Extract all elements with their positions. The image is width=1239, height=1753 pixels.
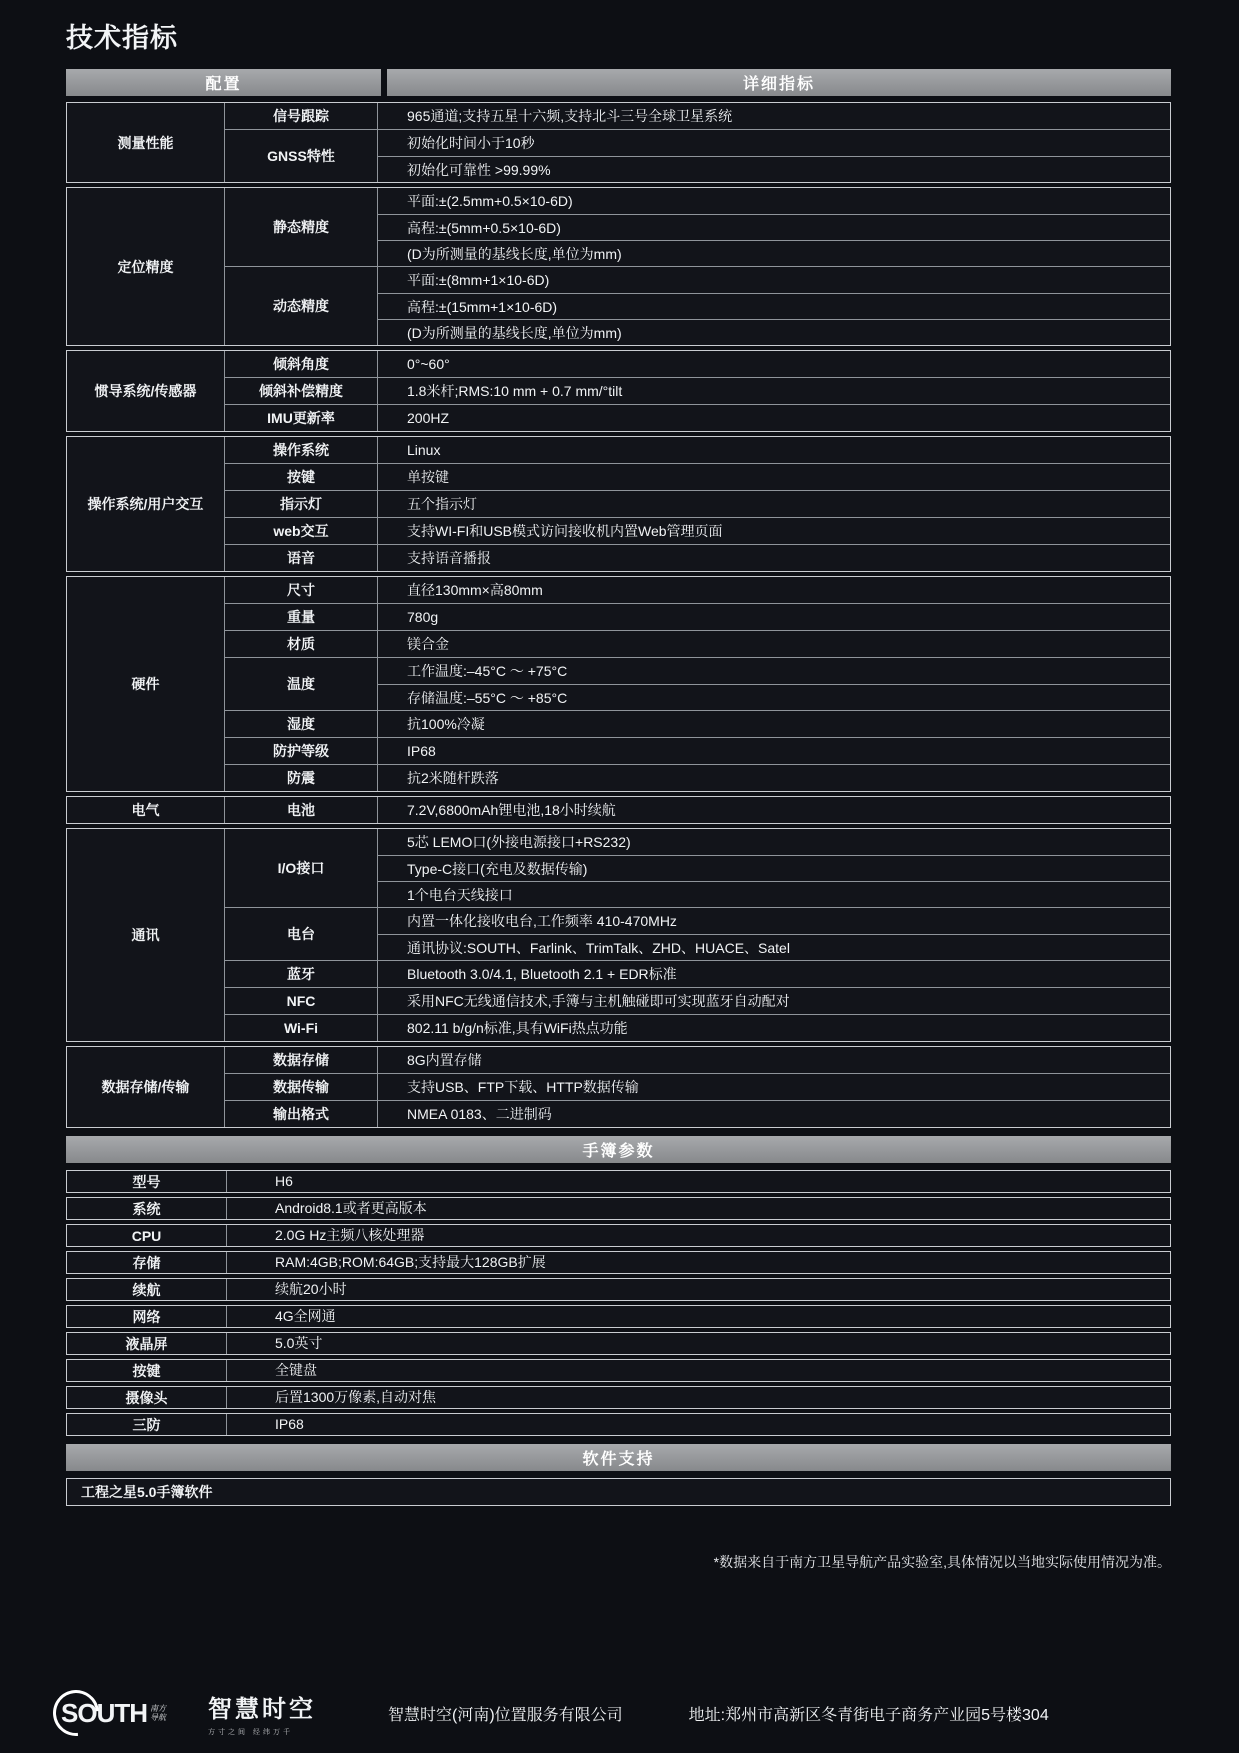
spec-item-row <box>225 764 1170 791</box>
spec-item-row <box>225 577 1170 603</box>
spec-value-cell: Bluetooth 3.0/4.1, Bluetooth 2.1 + EDR标准 <box>407 966 677 982</box>
spec-values-column <box>378 961 1170 987</box>
spec-item-row <box>225 1073 1170 1100</box>
handheld-row <box>66 1170 1171 1193</box>
handheld-label-cell: 按键 <box>67 1360 227 1381</box>
spec-values-column <box>378 797 1170 823</box>
group-items <box>225 1047 1170 1127</box>
south-logo-sub2: 导航 <box>150 1713 166 1722</box>
spec-label-cell: 信号跟踪 <box>225 103 378 129</box>
spec-item-row <box>225 544 1170 571</box>
spec-item-row <box>225 404 1170 431</box>
spec-group <box>66 350 1171 432</box>
south-logo-sub1: 南方 <box>150 1704 166 1713</box>
spec-values-column <box>378 765 1170 791</box>
spec-value-cell: 五个指示灯 <box>407 496 477 512</box>
spec-values-column <box>378 378 1170 404</box>
spec-value-cell: NMEA 0183、二进制码 <box>407 1106 552 1122</box>
config-column-header: 配置 <box>66 69 381 96</box>
spec-label-cell: 按键 <box>225 464 378 490</box>
spec-item-row <box>225 463 1170 490</box>
spec-value-cell: 抗100%冷凝 <box>407 716 485 732</box>
spec-item-row <box>225 630 1170 657</box>
spec-values-column <box>378 908 1170 960</box>
spec-values-column <box>378 988 1170 1014</box>
handheld-value-cell: 2.0G Hz主频八核处理器 <box>275 1227 425 1243</box>
spec-label-cell: 温度 <box>225 658 378 710</box>
group-items <box>225 577 1170 791</box>
spec-value-cell: 内置一体化接收电台,工作频率 410-470MHz <box>407 913 677 929</box>
handheld-label-cell: 续航 <box>67 1279 227 1300</box>
spec-item-row <box>225 377 1170 404</box>
spec-values-column <box>378 1101 1170 1127</box>
spec-value-cell: 高程:±(15mm+1×10-6D) <box>378 293 1170 319</box>
detail-column-header: 详细指标 <box>387 69 1171 96</box>
handheld-value-cell: Android8.1或者更高版本 <box>275 1200 427 1216</box>
spec-values-column <box>378 518 1170 544</box>
spec-label-cell: IMU更新率 <box>225 405 378 431</box>
spec-item-row <box>225 129 1170 182</box>
footnote: *数据来自于南方卫星导航产品实验室,具体情况以当地实际使用情况为准。 <box>713 1554 1171 1570</box>
group-items <box>225 351 1170 431</box>
handheld-row <box>66 1251 1171 1274</box>
handheld-table-body <box>66 1170 1171 1436</box>
spec-item-row <box>225 103 1170 129</box>
handheld-label-cell: 网络 <box>67 1306 227 1327</box>
spec-item-row <box>225 737 1170 764</box>
spec-item-row <box>225 987 1170 1014</box>
spec-item-row <box>225 657 1170 710</box>
company-name: 智慧时空(河南)位置服务有限公司 <box>388 1706 623 1724</box>
spec-label-cell: 倾斜角度 <box>225 351 378 377</box>
group-items <box>225 437 1170 571</box>
spec-item-row <box>225 829 1170 907</box>
category-cell: 操作系统/用户交互 <box>67 437 225 571</box>
spec-value-cell: (D为所测量的基线长度,单位为mm) <box>378 240 1170 266</box>
spec-value-cell: (D为所测量的基线长度,单位为mm) <box>378 319 1170 345</box>
spec-group <box>66 102 1171 183</box>
spec-label-cell: 动态精度 <box>225 267 378 345</box>
spec-value-cell: 支持语音播报 <box>407 550 491 566</box>
spec-item-row <box>225 1014 1170 1041</box>
category-cell: 数据存储/传输 <box>67 1047 225 1127</box>
handheld-label-cell: 摄像头 <box>67 1387 227 1408</box>
spec-label-cell: 倾斜补偿精度 <box>225 378 378 404</box>
spec-table-header <box>66 69 1171 96</box>
south-logo-text: SOUTH <box>61 1697 147 1728</box>
spec-label-cell: 数据存储 <box>225 1047 378 1073</box>
spec-label-cell: 电池 <box>225 797 378 823</box>
handheld-value-cell: 全键盘 <box>275 1362 317 1378</box>
spec-value-cell: 平面:±(8mm+1×10-6D) <box>407 272 550 288</box>
south-logo <box>55 1687 166 1739</box>
spec-values-column <box>378 103 1170 129</box>
spec-values-column <box>378 545 1170 571</box>
spec-label-cell: 静态精度 <box>225 188 378 266</box>
spec-value-cell: 5芯 LEMO口(外接电源接口+RS232) <box>407 834 631 850</box>
spec-label-cell: 防护等级 <box>225 738 378 764</box>
group-items <box>225 103 1170 182</box>
spec-value-cell: 200HZ <box>407 410 450 426</box>
handheld-row <box>66 1197 1171 1220</box>
spec-values-column <box>378 1015 1170 1041</box>
spec-value-cell: 初始化时间小于10秒 <box>407 135 535 151</box>
spec-value-cell: 支持USB、FTP下载、HTTP数据传输 <box>407 1079 639 1095</box>
south-logo-subtext <box>150 1704 166 1722</box>
spec-group <box>66 576 1171 792</box>
spec-value-cell: 8G内置存储 <box>407 1052 482 1068</box>
spec-item-row <box>225 797 1170 823</box>
spec-item-row <box>225 517 1170 544</box>
spec-label-cell: 材质 <box>225 631 378 657</box>
spec-table-body <box>66 102 1171 1128</box>
spec-values-column <box>378 738 1170 764</box>
spec-value-cell: 采用NFC无线通信技术,手簿与主机触碰即可实现蓝牙自动配对 <box>407 993 790 1009</box>
spec-label-cell: 电台 <box>225 908 378 960</box>
spec-values-column <box>378 437 1170 463</box>
spec-values-column <box>378 631 1170 657</box>
spec-value-cell: 1.8米杆;RMS:10 mm + 0.7 mm/°tilt <box>407 383 623 399</box>
spec-value-cell: 通讯协议:SOUTH、Farlink、TrimTalk、ZHD、HUACE、Satel <box>378 934 1170 960</box>
spec-group <box>66 436 1171 572</box>
spec-label-cell: 数据传输 <box>225 1074 378 1100</box>
footer <box>55 1687 1173 1739</box>
spec-value-cell: 965通道;支持五星十六频,支持北斗三号全球卫星系统 <box>407 108 733 124</box>
spec-value-cell: 780g <box>407 609 439 625</box>
handheld-value-cell: 续航20小时 <box>275 1281 347 1297</box>
brand-logo <box>208 1689 316 1737</box>
spec-label-cell: 语音 <box>225 545 378 571</box>
spec-label-cell: GNSS特性 <box>225 130 378 182</box>
category-cell: 通讯 <box>67 829 225 1041</box>
spec-value-cell: 直径130mm×高80mm <box>407 582 543 598</box>
spec-item-row <box>225 351 1170 377</box>
group-items <box>225 829 1170 1041</box>
handheld-label-cell: CPU <box>67 1225 227 1246</box>
brand-logo-tagline: 方寸之间 经纬万千 <box>208 1729 293 1736</box>
spec-item-row <box>225 1047 1170 1073</box>
spec-values-column <box>378 604 1170 630</box>
spec-label-cell: 操作系统 <box>225 437 378 463</box>
spec-value-cell: 支持WI-FI和USB模式访问接收机内置Web管理页面 <box>407 523 723 539</box>
handheld-row <box>66 1332 1171 1355</box>
spec-label-cell: web交互 <box>225 518 378 544</box>
handheld-row <box>66 1305 1171 1328</box>
spec-item-row <box>225 490 1170 517</box>
south-logo-circle-icon <box>44 1681 109 1746</box>
spec-values-column <box>378 405 1170 431</box>
spec-values-column <box>378 188 1170 266</box>
spec-value-cell: 高程:±(5mm+0.5×10-6D) <box>378 214 1170 240</box>
spec-item-row <box>225 188 1170 266</box>
spec-label-cell: 湿度 <box>225 711 378 737</box>
spec-label-cell: NFC <box>225 988 378 1014</box>
spec-group <box>66 828 1171 1042</box>
spec-values-column <box>378 1074 1170 1100</box>
group-items <box>225 797 1170 823</box>
spec-item-row <box>225 603 1170 630</box>
spec-group <box>66 796 1171 824</box>
software-value: 工程之星5.0手簿软件 <box>66 1478 1171 1506</box>
spec-label-cell: 输出格式 <box>225 1101 378 1127</box>
software-section-header: 软件支持 <box>66 1444 1171 1471</box>
spec-value-cell: Linux <box>407 442 441 458</box>
handheld-section-header: 手簿参数 <box>66 1136 1171 1163</box>
spec-label-cell: Wi-Fi <box>225 1015 378 1041</box>
brand-logo-text: 智慧时空 <box>208 1696 316 1723</box>
handheld-label-cell: 三防 <box>67 1414 227 1435</box>
handheld-row <box>66 1224 1171 1247</box>
spec-values-column <box>378 577 1170 603</box>
spec-value-cell: IP68 <box>407 743 436 759</box>
company-address: 地址:郑州市高新区冬青街电子商务产业园5号楼304 <box>688 1706 1049 1724</box>
page-title: 技术指标 <box>66 23 178 53</box>
handheld-label-cell: 系统 <box>67 1198 227 1219</box>
spec-values-column <box>378 711 1170 737</box>
handheld-row <box>66 1359 1171 1382</box>
spec-values-column <box>378 267 1170 345</box>
spec-values-column <box>378 491 1170 517</box>
handheld-label-cell: 液晶屏 <box>67 1333 227 1354</box>
spec-values-column <box>378 464 1170 490</box>
spec-value-cell: 1个电台天线接口 <box>378 881 1170 907</box>
spec-value-cell: 存储温度:–55°C ～ +85°C <box>378 684 1170 710</box>
handheld-row <box>66 1413 1171 1436</box>
handheld-value-cell: 4G全网通 <box>275 1308 336 1324</box>
spec-value-cell: 抗2米随杆跌落 <box>407 770 499 786</box>
handheld-value-cell: 5.0英寸 <box>275 1335 323 1351</box>
category-cell: 硬件 <box>67 577 225 791</box>
spec-label-cell: 尺寸 <box>225 577 378 603</box>
spec-item-row <box>225 1100 1170 1127</box>
group-items <box>225 188 1170 345</box>
spec-values-column <box>378 351 1170 377</box>
handheld-value-cell: RAM:4GB;ROM:64GB;支持最大128GB扩展 <box>275 1254 546 1270</box>
spec-value-cell: 镁合金 <box>407 636 449 652</box>
spec-item-row <box>225 960 1170 987</box>
spec-value-cell: 工作温度:–45°C ～ +75°C <box>407 663 568 679</box>
spec-item-row <box>225 437 1170 463</box>
spec-values-column <box>378 658 1170 710</box>
category-cell: 惯导系统/传感器 <box>67 351 225 431</box>
spec-values-column <box>378 1047 1170 1073</box>
spec-value-cell: 单按键 <box>407 469 449 485</box>
spec-label-cell: 指示灯 <box>225 491 378 517</box>
handheld-row <box>66 1386 1171 1409</box>
handheld-label-cell: 型号 <box>67 1171 227 1192</box>
handheld-value-cell: H6 <box>275 1173 293 1189</box>
spec-value-cell: 0°~60° <box>407 356 450 372</box>
spec-item-row <box>225 710 1170 737</box>
spec-value-cell: Type-C接口(充电及数据传输) <box>378 855 1170 881</box>
spec-value-cell: 初始化可靠性 >99.99% <box>378 156 1170 182</box>
spec-item-row <box>225 907 1170 960</box>
handheld-row <box>66 1278 1171 1301</box>
spec-value-cell: 平面:±(2.5mm+0.5×10-6D) <box>407 193 573 209</box>
spec-values-column <box>378 829 1170 907</box>
category-cell: 测量性能 <box>67 103 225 182</box>
spec-group <box>66 187 1171 346</box>
spec-values-column <box>378 130 1170 182</box>
handheld-value-cell: IP68 <box>275 1416 304 1432</box>
category-cell: 电气 <box>67 797 225 823</box>
handheld-value-cell: 后置1300万像素,自动对焦 <box>275 1389 437 1405</box>
handheld-label-cell: 存储 <box>67 1252 227 1273</box>
spec-label-cell: I/O接口 <box>225 829 378 907</box>
spec-group <box>66 1046 1171 1128</box>
spec-label-cell: 防震 <box>225 765 378 791</box>
spec-value-cell: 802.11 b/g/n标准,具有WiFi热点功能 <box>407 1020 628 1036</box>
category-cell: 定位精度 <box>67 188 225 345</box>
spec-item-row <box>225 266 1170 345</box>
spec-label-cell: 重量 <box>225 604 378 630</box>
spec-label-cell: 蓝牙 <box>225 961 378 987</box>
spec-value-cell: 7.2V,6800mAh锂电池,18小时续航 <box>407 802 616 818</box>
